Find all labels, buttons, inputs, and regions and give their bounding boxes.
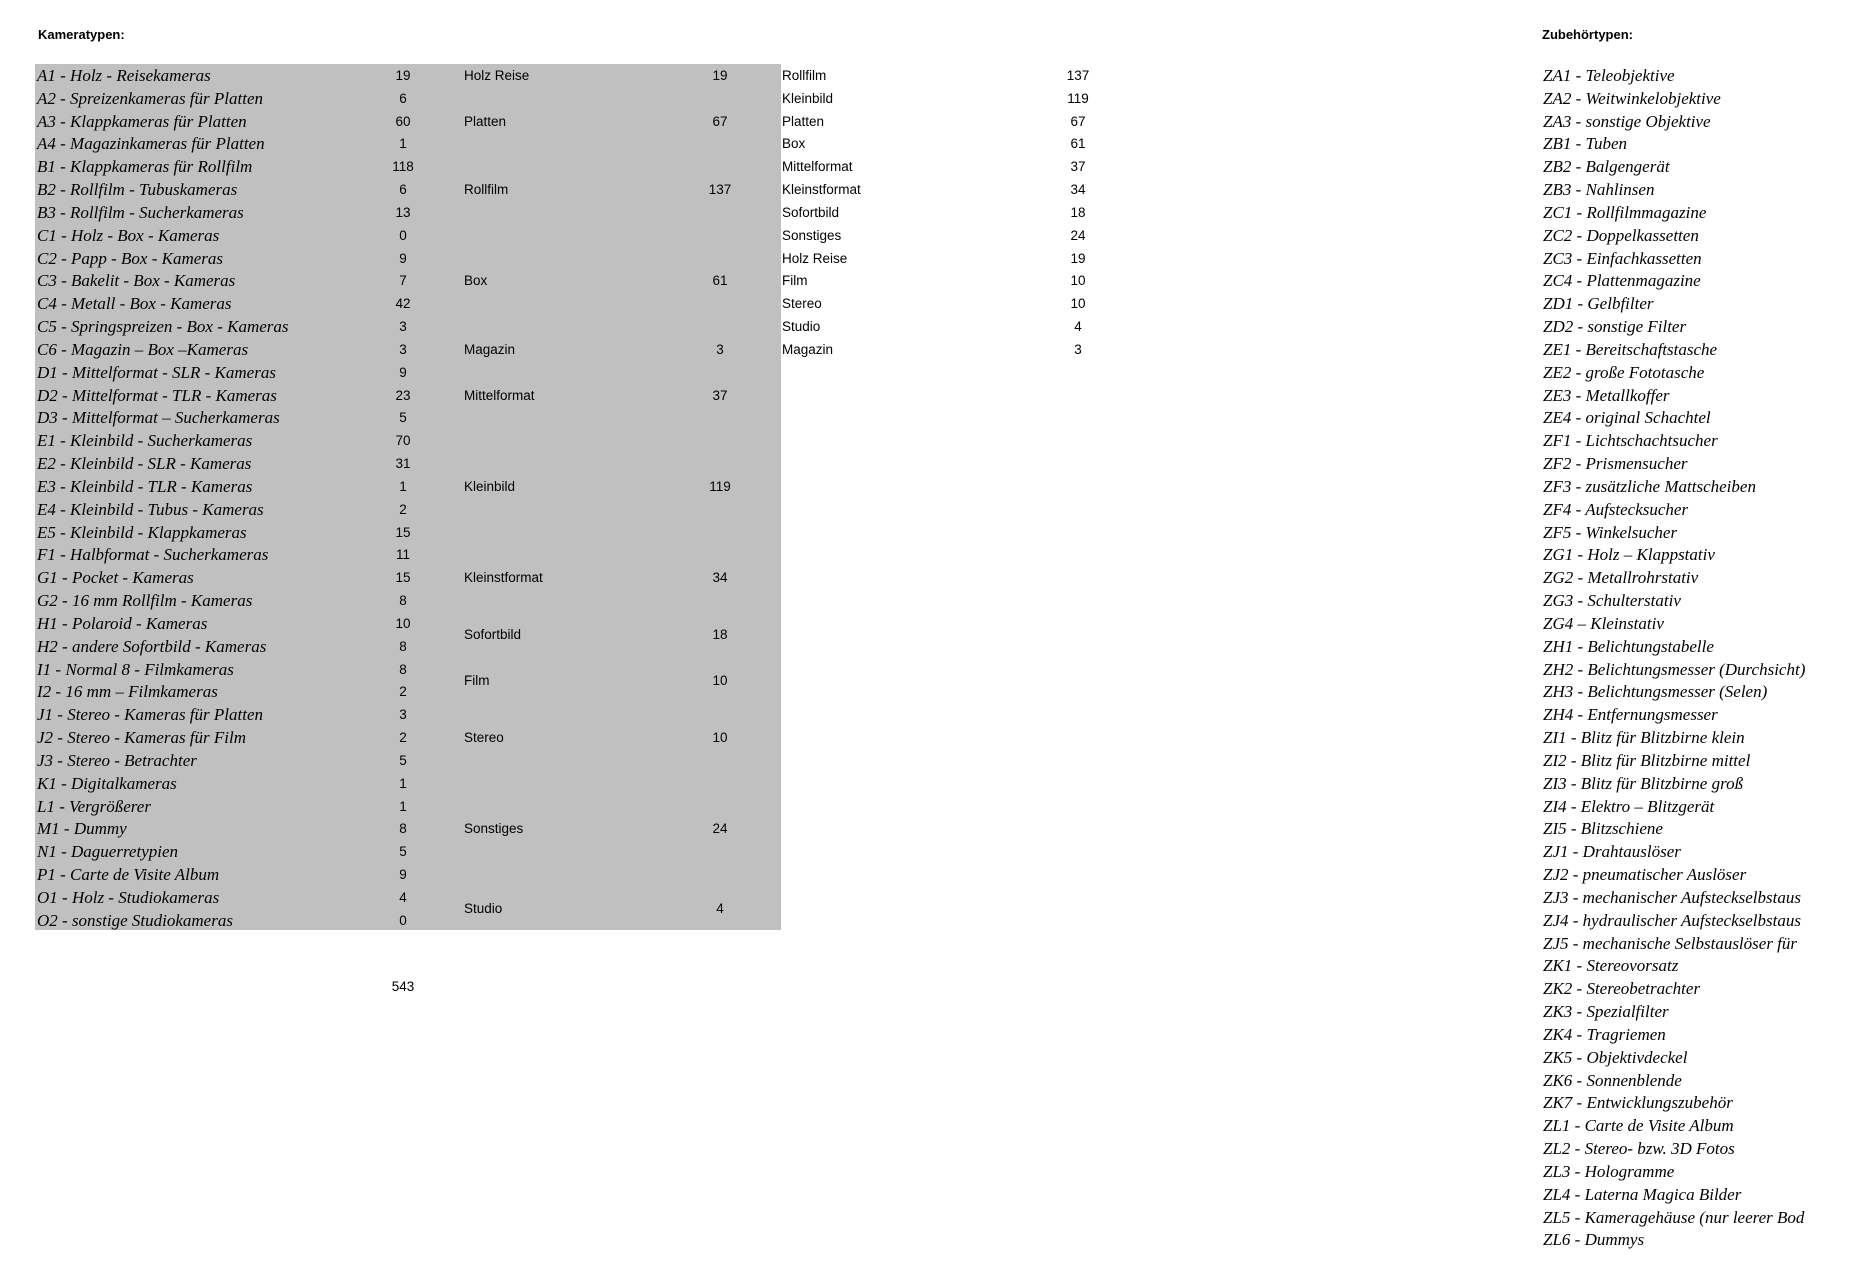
camera-type-count: 6: [399, 90, 407, 106]
accessory-type-item: ZJ1 - Drahtauslöser: [1543, 842, 1681, 862]
group-count: 19: [712, 68, 728, 83]
camera-type-label: C4 - Metall - Box - Kameras: [37, 294, 232, 314]
group-label: Mittelformat: [464, 387, 535, 403]
camera-type-count: 19: [395, 68, 411, 83]
group-count: 137: [708, 182, 732, 198]
group-label: Box: [464, 273, 488, 289]
camera-type-label: D1 - Mittelformat - SLR - Kameras: [37, 362, 276, 382]
camera-type-count: 8: [399, 593, 407, 609]
camera-type-label: N1 - Daguerretypien: [37, 842, 179, 862]
sorted-group-label: Holz Reise: [782, 250, 848, 266]
camera-type-label: E2 - Kleinbild - SLR - Kameras: [37, 454, 252, 474]
camera-type-count: 5: [399, 410, 407, 426]
accessory-type-item: ZL6 - Dummys: [1543, 1230, 1645, 1250]
accessory-type-item: ZH2 - Belichtungsmesser (Durchsicht): [1543, 659, 1806, 679]
camera-type-label: C6 - Magazin – Box –Kameras: [37, 339, 249, 359]
group-count: 10: [712, 672, 728, 688]
group-count: 3: [716, 341, 724, 357]
camera-type-label: E1 - Kleinbild - Sucherkameras: [37, 431, 253, 451]
accessory-type-item: ZK5 - Objektivdeckel: [1543, 1047, 1688, 1067]
camera-type-count: 1: [399, 136, 407, 152]
camera-type-label: B1 - Klappkameras für Rollfilm: [37, 157, 253, 177]
accessory-type-item: ZD2 - sonstige Filter: [1543, 317, 1687, 337]
group-label: Holz Reise: [464, 68, 530, 83]
group-label: Magazin: [464, 341, 516, 357]
camera-total: 543: [391, 979, 415, 994]
camera-type-count: 70: [395, 433, 411, 449]
camera-type-count: 0: [399, 912, 407, 928]
accessory-type-item: ZK4 - Tragriemen: [1543, 1024, 1666, 1044]
group-label: Sofortbild: [464, 627, 522, 643]
camera-type-label: M1 - Dummy: [37, 819, 127, 839]
group-count: 37: [712, 387, 728, 403]
accessory-types-heading: Zubehörtypen:: [1542, 27, 1633, 42]
camera-type-label: I2 - 16 mm – Filmkameras: [37, 682, 218, 702]
accessory-type-item: ZL2 - Stereo- bzw. 3D Fotos: [1543, 1139, 1735, 1158]
camera-type-count: 10: [395, 615, 411, 631]
camera-type-label: E4 - Kleinbild - Tubus - Kameras: [37, 499, 264, 519]
accessory-type-item: ZH4 - Entfernungsmesser: [1543, 705, 1718, 725]
sorted-group-label: Platten: [782, 113, 825, 129]
accessory-type-item: ZK3 - Spezialfilter: [1543, 1002, 1669, 1022]
camera-type-count: 9: [399, 250, 407, 266]
sorted-group-label: Stereo: [782, 296, 822, 312]
camera-type-label: F1 - Halbformat - Sucherkameras: [37, 545, 269, 565]
accessory-type-item: ZE1 - Bereitschaftstasche: [1543, 339, 1718, 359]
camera-type-label: G1 - Pocket - Kameras: [37, 568, 194, 588]
sorted-group-label: Kleinbild: [782, 90, 834, 106]
accessory-type-item: ZJ3 - mechanischer Aufsteckselbstaus: [1543, 887, 1801, 907]
camera-type-count: 1: [399, 775, 407, 791]
sorted-group-label: Studio: [782, 319, 821, 335]
camera-type-count: 9: [399, 364, 407, 380]
sorted-group-label: Mittelformat: [782, 159, 853, 175]
sorted-group-count: 137: [1066, 68, 1090, 83]
accessory-type-item: ZL5 - Kameragehäuse (nur leerer Bod: [1543, 1207, 1805, 1227]
camera-type-count: 8: [399, 821, 407, 837]
accessory-type-item: ZJ5 - mechanische Selbstauslöser für: [1543, 933, 1798, 953]
camera-type-label: C5 - Springspreizen - Box - Kameras: [37, 317, 289, 337]
camera-type-count: 23: [395, 387, 411, 403]
accessory-type-item: ZK6 - Sonnenblende: [1543, 1070, 1682, 1090]
sorted-group-count: 67: [1070, 113, 1086, 129]
accessory-type-item: ZB3 - Nahlinsen: [1543, 180, 1655, 200]
sorted-group-label: Sonstiges: [782, 227, 842, 243]
accessory-type-item: ZF5 - Winkelsucher: [1543, 522, 1678, 542]
accessory-type-item: ZI5 - Blitzschiene: [1543, 819, 1663, 839]
group-label: Kleinstformat: [464, 570, 543, 586]
sorted-group-label: Sofortbild: [782, 204, 840, 220]
accessory-type-item: ZJ2 - pneumatischer Auslöser: [1543, 865, 1747, 885]
group-count: 18: [712, 627, 728, 643]
accessory-type-item: ZD1 - Gelbfilter: [1543, 294, 1654, 314]
accessory-type-item: ZF2 - Prismensucher: [1543, 454, 1688, 474]
camera-type-label: L1 - Vergrößerer: [37, 796, 151, 816]
accessory-type-item: ZK7 - Entwicklungszubehör: [1543, 1093, 1733, 1113]
group-count: 10: [712, 730, 728, 746]
sorted-group-count: 18: [1070, 204, 1086, 220]
group-count: 119: [709, 478, 731, 494]
sorted-group-count: 34: [1070, 182, 1086, 198]
group-label: Rollfilm: [464, 182, 509, 198]
camera-type-count: 8: [399, 638, 407, 654]
accessory-type-item: ZL3 - Hologramme: [1543, 1161, 1675, 1181]
camera-type-count: 6: [399, 182, 407, 198]
camera-type-count: 2: [399, 730, 407, 746]
accessory-type-item: ZC2 - Doppelkassetten: [1543, 225, 1699, 245]
accessory-type-item: ZA1 - Teleobjektive: [1543, 66, 1675, 85]
sorted-group-count: 3: [1074, 341, 1082, 357]
camera-type-label: A2 - Spreizenkameras für Platten: [37, 88, 263, 108]
accessory-type-item: ZH3 - Belichtungsmesser (Selen): [1543, 682, 1768, 702]
camera-type-label: E3 - Kleinbild - TLR - Kameras: [37, 476, 253, 496]
accessory-type-item: ZL4 - Laterna Magica Bilder: [1543, 1184, 1742, 1204]
camera-type-label: G2 - 16 mm Rollfilm - Kameras: [37, 591, 253, 611]
group-count: 24: [712, 821, 728, 837]
camera-type-count: 7: [399, 273, 407, 289]
sorted-group-count: 10: [1070, 296, 1086, 312]
sorted-group-count: 37: [1070, 159, 1086, 175]
camera-type-label: D3 - Mittelformat – Sucherkameras: [37, 408, 280, 428]
camera-type-label: K1 - Digitalkameras: [37, 773, 177, 793]
accessory-type-item: ZE4 - original Schachtel: [1543, 408, 1711, 428]
accessory-type-item: ZB1 - Tuben: [1543, 134, 1628, 154]
camera-type-count: 2: [399, 684, 407, 700]
sorted-group-label: Film: [782, 273, 808, 289]
camera-type-count: 5: [399, 752, 407, 768]
group-label: Film: [464, 672, 490, 688]
accessory-type-item: ZK2 - Stereobetrachter: [1543, 979, 1701, 999]
camera-type-label: O2 - sonstige Studiokameras: [37, 910, 233, 930]
camera-type-count: 118: [392, 159, 414, 175]
camera-type-count: 13: [395, 204, 411, 220]
camera-type-count: 42: [395, 296, 411, 312]
accessory-type-item: ZI2 - Blitz für Blitzbirne mittel: [1543, 750, 1751, 770]
camera-type-count: 3: [399, 319, 407, 335]
accessory-type-item: ZI4 - Elektro – Blitzgerät: [1543, 796, 1715, 816]
accessory-type-item: ZK1 - Stereovorsatz: [1543, 956, 1679, 976]
accessory-type-item: ZE3 - Metallkoffer: [1543, 385, 1670, 405]
accessory-type-item: ZC4 - Plattenmagazine: [1543, 271, 1701, 291]
camera-type-label: A1 - Holz - Reisekameras: [37, 66, 211, 85]
sorted-group-label: Kleinstformat: [782, 182, 861, 198]
group-count: 61: [712, 273, 728, 289]
accessory-type-item: ZI1 - Blitz für Blitzbirne klein: [1543, 728, 1745, 748]
camera-type-count: 15: [395, 570, 411, 586]
group-count: 67: [712, 113, 728, 129]
accessory-type-item: ZC1 - Rollfilmmagazine: [1543, 202, 1707, 222]
accessory-type-item: ZG4 – Kleinstativ: [1543, 613, 1664, 633]
camera-type-label: C2 - Papp - Box - Kameras: [37, 248, 224, 268]
group-label: Sonstiges: [464, 821, 524, 837]
accessory-type-item: ZG2 - Metallrohrstativ: [1543, 568, 1699, 588]
camera-type-count: 4: [399, 889, 407, 905]
sorted-group-label: Rollfilm: [782, 68, 827, 83]
camera-type-label: P1 - Carte de Visite Album: [37, 865, 220, 885]
accessory-type-item: ZG3 - Schulterstativ: [1543, 591, 1681, 611]
camera-type-label: J3 - Stereo - Betrachter: [37, 750, 197, 770]
sorted-group-count: 10: [1070, 273, 1086, 289]
camera-type-count: 0: [399, 227, 407, 243]
camera-type-label: A4 - Magazinkameras für Platten: [37, 134, 265, 154]
camera-type-count: 3: [399, 707, 407, 723]
camera-type-label: A3 - Klappkameras für Platten: [37, 111, 247, 131]
camera-type-label: H2 - andere Sofortbild - Kameras: [37, 636, 267, 656]
camera-type-count: 1: [399, 798, 407, 814]
sorted-group-count: 4: [1074, 319, 1082, 335]
camera-type-label: O1 - Holz - Studiokameras: [37, 887, 220, 907]
camera-type-label: J1 - Stereo - Kameras für Platten: [37, 705, 263, 725]
camera-type-count: 31: [395, 456, 411, 472]
accessory-type-item: ZG1 - Holz – Klappstativ: [1543, 545, 1715, 565]
camera-type-label: C3 - Bakelit - Box - Kameras: [37, 271, 236, 291]
camera-types-heading: Kameratypen:: [38, 27, 125, 42]
accessory-type-item: ZF3 - zusätzliche Mattscheiben: [1543, 476, 1756, 496]
group-label: Kleinbild: [464, 478, 516, 494]
camera-type-count: 2: [399, 501, 407, 517]
group-label: Platten: [464, 113, 507, 129]
camera-type-count: 60: [395, 113, 411, 129]
group-label: Stereo: [464, 730, 504, 746]
sorted-group-count: 24: [1070, 227, 1086, 243]
sorted-group-label: Box: [782, 136, 806, 152]
camera-type-label: B2 - Rollfilm - Tubuskameras: [37, 180, 238, 200]
camera-type-label: H1 - Polaroid - Kameras: [37, 613, 208, 633]
accessory-type-item: ZH1 - Belichtungstabelle: [1543, 636, 1714, 656]
camera-type-label: J2 - Stereo - Kameras für Film: [37, 728, 247, 748]
accessory-type-item: ZC3 - Einfachkassetten: [1543, 248, 1702, 268]
sorted-group-count: 61: [1070, 136, 1086, 152]
sorted-group-count: 119: [1067, 90, 1089, 106]
camera-type-label: C1 - Holz - Box - Kameras: [37, 225, 220, 245]
accessory-type-item: ZA3 - sonstige Objektive: [1543, 111, 1711, 131]
camera-type-count: 15: [395, 524, 411, 540]
group-count: 4: [716, 901, 724, 917]
accessory-type-item: ZB2 - Balgengerät: [1543, 157, 1670, 177]
camera-type-count: 5: [399, 844, 407, 860]
accessory-type-item: ZE2 - große Fototasche: [1543, 362, 1705, 382]
accessory-type-item: ZJ4 - hydraulischer Aufsteckselbstaus: [1543, 910, 1801, 930]
accessory-type-item: ZA2 - Weitwinkelobjektive: [1543, 88, 1721, 108]
sorted-group-label: Magazin: [782, 341, 834, 357]
group-count: 34: [712, 570, 728, 586]
camera-type-count: 3: [399, 341, 407, 357]
camera-type-label: E5 - Kleinbild - Klappkameras: [37, 522, 247, 542]
camera-type-label: D2 - Mittelformat - TLR - Kameras: [37, 385, 277, 405]
camera-type-count: 1: [399, 478, 407, 494]
camera-type-count: 11: [395, 547, 410, 563]
group-label: Studio: [464, 901, 503, 917]
sorted-group-count: 19: [1070, 250, 1086, 266]
accessory-type-item: ZF1 - Lichtschachtsucher: [1543, 431, 1718, 451]
camera-type-count: 9: [399, 867, 407, 883]
camera-type-label: B3 - Rollfilm - Sucherkameras: [37, 202, 244, 222]
accessory-type-item: ZI3 - Blitz für Blitzbirne groß: [1543, 773, 1744, 793]
camera-type-count: 8: [399, 661, 407, 677]
camera-type-label: I1 - Normal 8 - Filmkameras: [37, 659, 234, 679]
accessory-type-item: ZL1 - Carte de Visite Album: [1543, 1116, 1734, 1136]
accessory-type-item: ZF4 - Aufstecksucher: [1543, 499, 1689, 519]
